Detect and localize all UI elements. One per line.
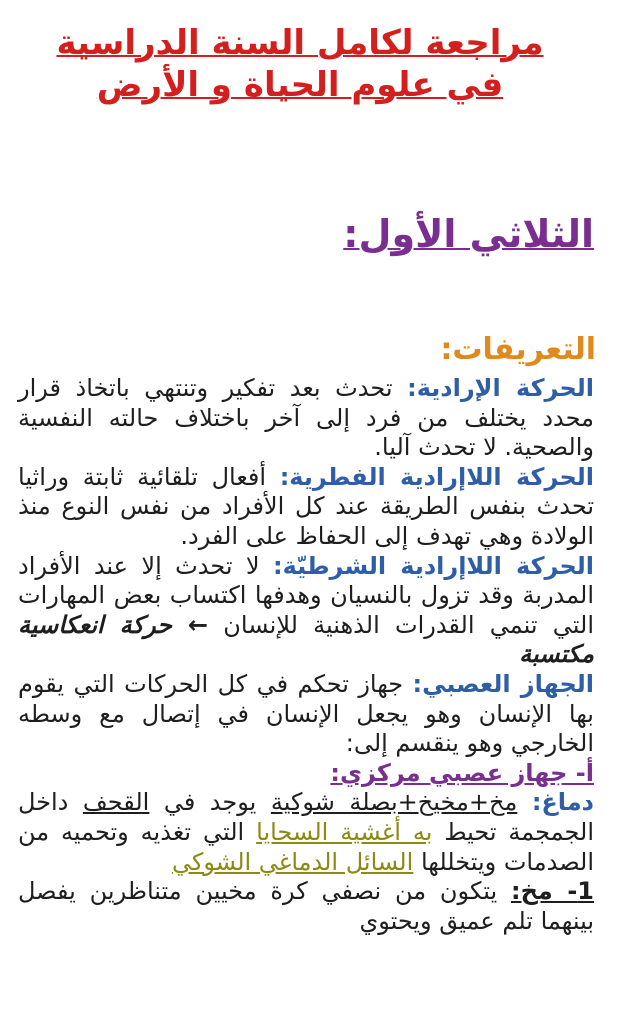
cerebrum-text: يتكون من نصفي كرة مخيين متناظرين يفصل بينهما تلم عميق ويحتوي bbox=[18, 877, 594, 935]
acquired-reflex-note: ← حركة انعكاسية مكتسبة bbox=[18, 610, 594, 669]
term-conditioned-reflex: الحركة اللاإرادية الشرطيّة: bbox=[273, 551, 594, 580]
title-line-2: في علوم الحياة و الأرض bbox=[96, 65, 504, 105]
definition-innate-reflex bbox=[18, 463, 594, 552]
trimester-heading: الثلاثي الأول: bbox=[343, 212, 594, 256]
definition-nervous-system-text: جهاز تحكم في كل الحركات التي يقوم بها الإنسان وهو يجعل الإنسان في إتصال مع وسطه الخارجي وهو ينقسم إلى: bbox=[18, 669, 594, 758]
brain-text-3: التي تغذيه وتحميه من الصدمات ويتخللها bbox=[18, 817, 594, 876]
term-voluntary-movement: الحركة الإرادية: bbox=[407, 374, 594, 402]
meninges-term: به أغشية السحايا bbox=[256, 817, 433, 846]
cns-heading: أ- جهاز عصبي مركزي: bbox=[330, 758, 594, 787]
document-title bbox=[20, 22, 580, 106]
brain-label: دماغ: bbox=[531, 788, 594, 817]
brain-text-1: يوجد في bbox=[163, 788, 257, 817]
term-innate-reflex: الحركة اللاإرادية الفطرية: bbox=[279, 462, 594, 491]
definition-conditioned-reflex bbox=[18, 552, 594, 670]
definition-conditioned-reflex-text: لا تحدث إلا عند الأفراد المدربة وقد تزول بالنسيان وهدفها اكتساب بعض المهارات التي تنمي القدرات الذهنية للإنسان bbox=[18, 551, 594, 639]
definition-voluntary bbox=[18, 374, 594, 463]
cerebrum-paragraph bbox=[18, 877, 594, 936]
title-line-1: مراجعة لكامل السنة الدراسية bbox=[56, 23, 544, 63]
definition-voluntary-text: تحدث بعد تفكير وتنتهي باتخاذ قرار محدد يختلف من فرد إلى آخر باختلاف حالته النفسية والصحية. لا تحدث آليا. bbox=[18, 374, 594, 462]
csf-term: السائل الدماغي الشوكي bbox=[171, 847, 414, 876]
brain-formula: مخ+مخيخ+بصلة شوكية bbox=[270, 788, 518, 817]
definition-nervous-system bbox=[18, 670, 594, 759]
definitions-body bbox=[18, 374, 594, 936]
term-nervous-system: الجهاز العصبي: bbox=[412, 669, 595, 698]
definition-innate-reflex-text: أفعال تلقائية ثابتة وراثيا تحدث بنفس الطريقة عند كل الأفراد من نفس النوع منذ الولادة وهي تهدف إلى الحفاظ على الفرد. bbox=[18, 462, 594, 550]
definitions-heading: التعريفات: bbox=[440, 332, 596, 367]
skull-term: القحف bbox=[82, 788, 150, 817]
brain-paragraph bbox=[18, 788, 594, 877]
cerebrum-label: 1- مخ: bbox=[511, 877, 594, 906]
brain-text-2: داخل الجمجمة تحيط bbox=[18, 788, 594, 846]
